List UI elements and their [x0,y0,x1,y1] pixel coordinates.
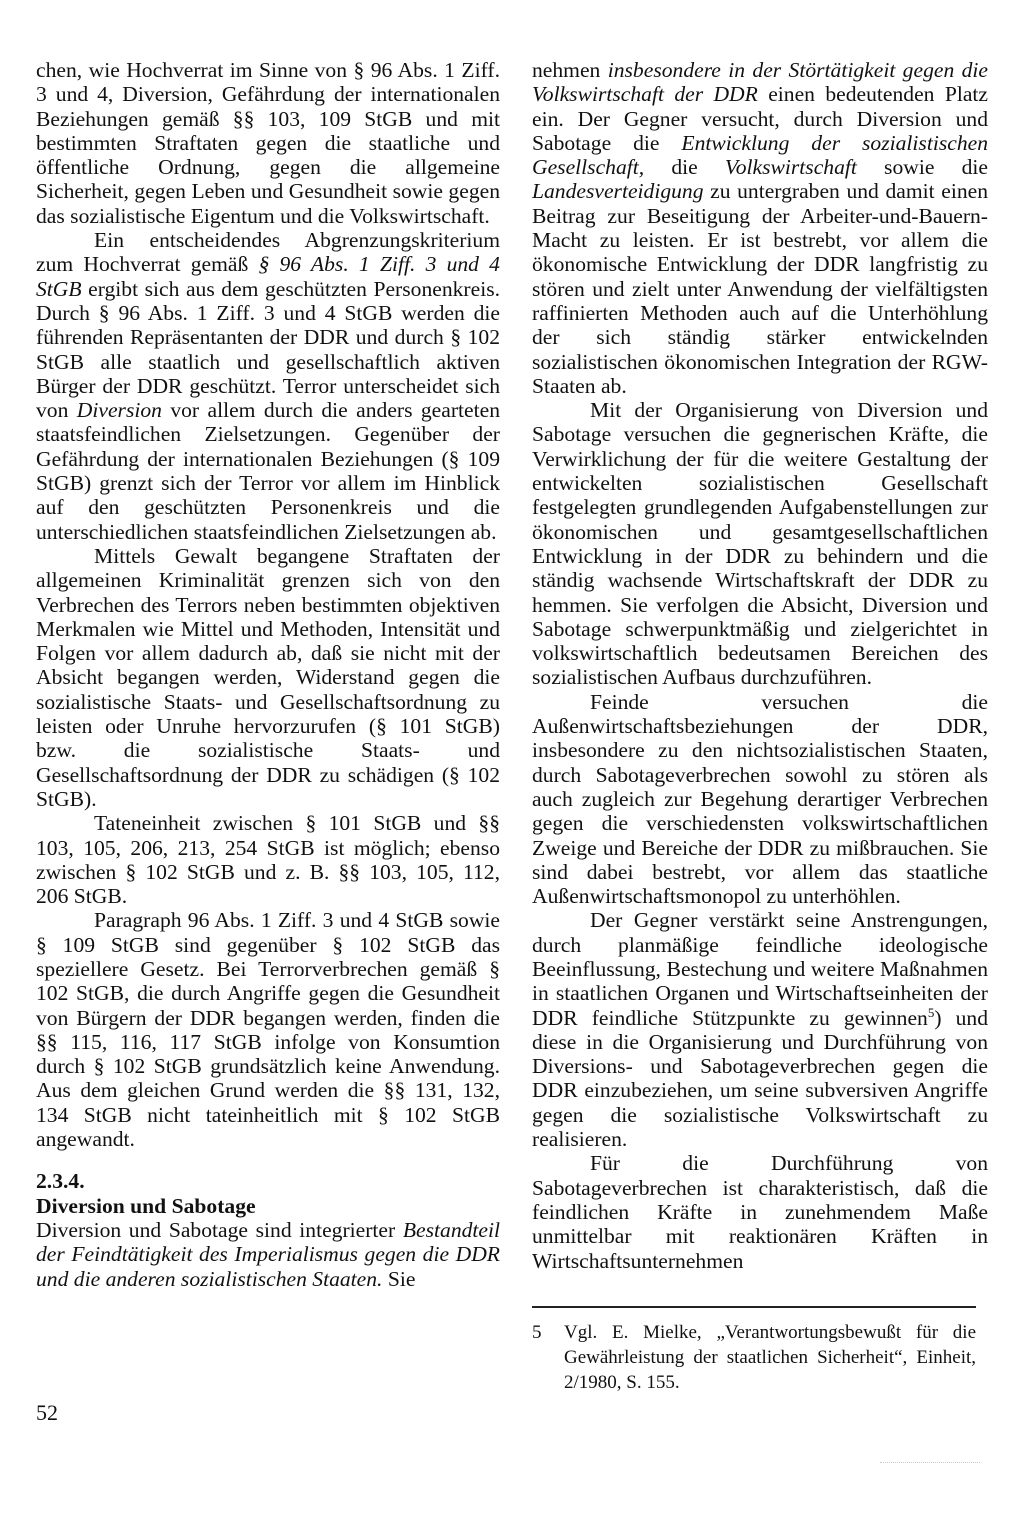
paragraph: Für die Durchführung von Sabotageverbrechen ist charakteristisch, daß die feindlichen Kräfte in zunehmendem Maße unmittelbar mit reaktionären Kräften in Wirtschaftsunternehmen [532,1151,988,1273]
page-number: 52 [36,1400,58,1425]
spacer [36,1151,500,1169]
paragraph: Paragraph 96 Abs. 1 Ziff. 3 und 4 StGB sowie § 109 StGB sind gegenüber § 102 StGB das speziellere Gesetz. Bei Terrorverbrechen gemäß § 102 StGB, die durch Angriffe gegen die Gesundheit von Bürgern der DDR begangen werden, finden die §§ 115, 116, 117 StGB infolge von Konsumtion durch § 102 StGB grundsätzlich keine Anwendung. Aus dem gleichen Grund werden die §§ 131, 132, 134 StGB nicht tateinheitlich mit § 102 StGB angewandt. [36,908,500,1152]
paragraph: Diversion und Sabotage sind integrierter Bestandteil der Feindtätigkeit des Imperialismus gegen die DDR und die anderen sozialistischen Staaten. Sie [36,1217,500,1291]
paragraph: chen, wie Hochverrat im Sinne von § 96 Abs. 1 Ziff. 3 und 4, Diversion, Gefährdung der internationalen Beziehungen gemäß §§ 103, 109 StGB und mit bestimmten Straftaten gegen die staatliche und öffentliche Ordnung, gegen die allgemeine Sicherheit, gegen Leben und Gesundheit sowie gegen das sozialistische Eigentum und die Volkswirtschaft. [36,58,500,228]
section-title: Diversion und Sabotage [36,1193,256,1218]
footnote-number: 5 [532,1322,542,1343]
footnote-text: Vgl. E. Mielke, „Verantwortungsbewußt für die Gewährleistung der staatlichen Sicherheit“, Einheit, 2/1980, S. 155. [564,1322,976,1393]
paragraph: Tateneinheit zwischen § 101 StGB und §§ 103, 105, 206, 213, 254 StGB ist möglich; ebenso zwischen § 102 StGB und z. B. §§ 103, 105, 112, 206 StGB. [36,811,500,909]
paragraph: nehmen insbesondere in der Störtätigkeit gegen die Volkswirtschaft der DDR einen bedeutenden Platz ein. Der Gegner versucht, durch Diversion und Sabotage die Entwicklung der sozialistischen Gesellschaft, die Volkswirtschaft sowie die Landesverteidigung zu untergraben und damit einen Beitrag zur Beseitigung der Arbeiter-und-Bauern-Macht zu leisten. Er ist bestrebt, vor allem die ökonomische Entwicklung der DDR langfristig zu stören und zielt unter Anwendung der vielfältigsten raffinierten Methoden auch auf die Unterhöhlung der sich ständig stärker entwickelnden sozialistischen ökonomischen Integration der RGW-Staaten ab. [532,58,988,398]
paragraph: Mittels Gewalt begangene Straftaten der allgemeinen Kriminalität grenzen sich von den Verbrechen des Terrors neben bestimmten objektiven Merkmalen wie Mittel und Methoden, Intensität und Folgen vor allem dadurch ab, daß sie nicht mit der Absicht begangen werden, Widerstand gegen die sozialistische Staats- und Gesellschaftsordnung zu leisten oder Unruhe hervorzurufen (§ 101 StGB) bzw. die sozialistische Staats- und Gesellschaftsordnung der DDR zu schädigen (§ 102 StGB). [36,543,500,811]
footnote [532,1320,976,1395]
paragraph: Mit der Organisierung von Diversion und Sabotage versuchen die gegnerischen Kräfte, die Verwirklichung der für die weitere Gestaltung der entwickelten sozialistischen Gesellschaft festgelegten grundlegenden Aufgabenstellungen zur ökonomischen und gesamtgesellschaftlichen Entwicklung in der DDR zu behindern und die ständig wachsende Wirtschaftskraft der DDR zu hemmen. Sie verfolgen die Absicht, Diversion und Sabotage schwerpunktmäßig und zielgerichtet in volkswirtschaftlich bedeutsamen Bereichen des sozialistischen Aufbaus durchzuführen. [532,398,988,690]
footnote-divider [532,1306,976,1308]
right-column [532,58,988,1273]
paragraph: Der Gegner verstärkt seine Anstrengungen, durch planmäßige feindliche ideologische Beeinflussung, Bestechung und weitere Maßnahmen in staatlichen Organen und Wirtschaftseinheiten der DDR feindliche Stützpunkte zu gewinnen$^5$) und diese in die Organisierung und Durchführung von Diversions- und Sabotageverbrechen gegen die DDR einzubeziehen, um seine subversiven Angriffe gegen die sozialistische Volkswirtschaft zu realisieren. [532,908,988,1152]
paragraph: Ein entscheidendes Abgrenzungskriterium zum Hochverrat gemäß § 96 Abs. 1 Ziff. 3 und 4 StGB ergibt sich aus dem geschützten Personenkreis. Durch § 96 Abs. 1 Ziff. 3 und 4 StGB werden die führenden Repräsentanten der DDR und durch § 102 StGB alle staatlich und gesellschaftlich aktiven Bürger der DDR geschützt. Terror unterscheidet sich von Diversion vor allem durch die anders gearteten staatsfeindlichen Zielsetzungen. Gegenüber der Gefährdung der internationalen Beziehungen (§ 109 StGB) grenzt sich der Terror vor allem im Hinblick auf den geschützten Personenkreis und die unterschiedlichen staatsfeindlichen Zielsetzungen ab. [36,228,500,544]
left-column [36,58,500,1291]
section-number: 2.3.4. [36,1169,85,1194]
footnote-reference[interactable]: 5 [927,1004,935,1020]
paragraph: Feinde versuchen die Außenwirtschaftsbeziehungen der DDR, insbesondere zu den nichtsozialistischen Staaten, durch Sabotageverbrechen sowohl zu stören als auch zugleich zur Begehung derartiger Verbrechen gegen die verschiedensten volkswirtschaftlichen Zweige und Bereiche der DDR zu mißbrauchen. Sie sind dabei bestrebt, vor allem das staatliche Außenwirtschaftsmonopol zu unterhöhlen. [532,689,988,909]
scan-artifact [880,1462,980,1463]
